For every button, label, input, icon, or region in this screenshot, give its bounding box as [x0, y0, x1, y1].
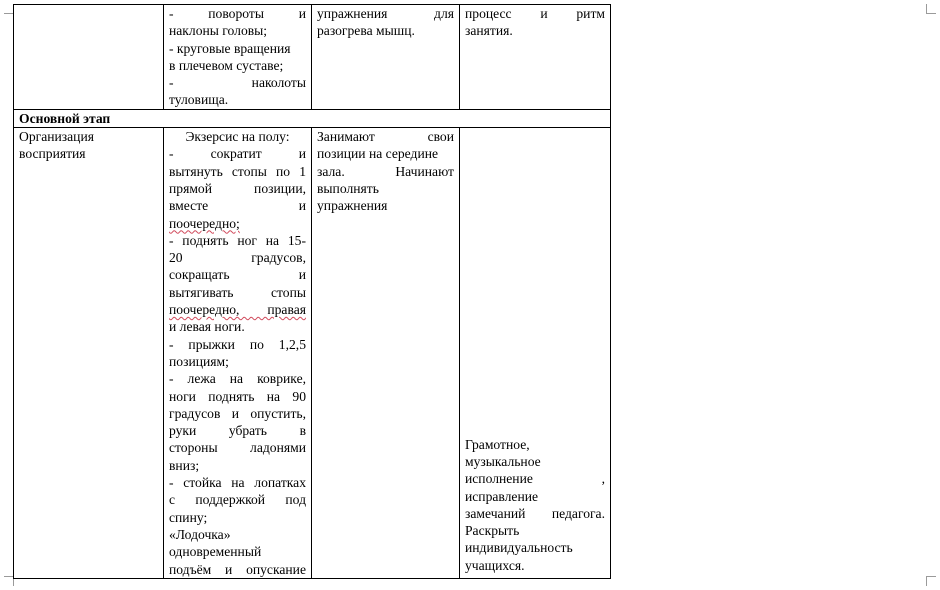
text-line	[169, 215, 306, 232]
text-line: одновременный	[169, 544, 262, 560]
text-line: разогрева мышц.	[317, 23, 415, 39]
table-row	[14, 109, 611, 127]
text-line: индивидуальность	[465, 540, 573, 556]
text-line: упражнения для	[317, 6, 454, 21]
text-line: прямой позиции,	[169, 180, 306, 196]
text-line: подъём и опускание	[169, 561, 306, 577]
text-line: руки убрать в	[169, 423, 306, 439]
text-line: упражнения	[317, 198, 388, 214]
table-row	[14, 128, 611, 579]
text-line: - круговые вращения	[169, 40, 291, 56]
text-line: ноги поднять на 90	[169, 388, 306, 404]
page-corner-mark-bottom-right	[926, 576, 936, 586]
text-line: туловища.	[169, 92, 229, 108]
text-line: «Лодочка»	[169, 526, 231, 542]
text-line: - прыжки по 1,2,5	[169, 336, 306, 352]
text-line: - повороты и	[169, 6, 306, 21]
text-line: наклоны головы;	[169, 23, 268, 39]
text-line: вниз;	[169, 457, 200, 473]
text-line: сокращать и	[169, 267, 306, 283]
table-row	[14, 5, 611, 110]
text-line: градусов и опустить,	[169, 405, 306, 421]
text-line: - стойка на лопатках	[169, 475, 306, 491]
text-line: - сократит и	[169, 146, 306, 162]
text-line: позициям;	[169, 353, 229, 369]
table-cell-stage	[14, 128, 164, 579]
text-line: - наколоты	[169, 75, 306, 91]
text-line: замечаний педагога.	[465, 505, 605, 521]
text-line: выполнять	[317, 180, 379, 196]
table-cell-student-activity	[312, 5, 460, 110]
text-line: вытянуть стопы по 1	[169, 163, 306, 179]
text-line: Организация	[19, 129, 94, 145]
table-cell-result	[460, 128, 611, 579]
text-line: Грамотное,	[465, 436, 530, 452]
text-line: процесс и ритм	[465, 6, 605, 21]
text-line: - лежа на коврике,	[169, 371, 306, 387]
table-cell-student-activity	[312, 128, 460, 579]
text-line: 20 градусов,	[169, 250, 306, 266]
text-line: вместе и	[169, 198, 306, 214]
text-line: - поднять ног на 15-	[169, 232, 306, 248]
text-line: исполнение ,	[465, 471, 605, 487]
table-cell-content	[164, 128, 312, 579]
text-line: исправление	[465, 488, 539, 504]
table-cell-content	[164, 5, 312, 110]
page-corner-mark-top-right	[926, 4, 936, 14]
text-line: учащихся.	[465, 557, 525, 573]
text-line: Раскрыть	[465, 523, 520, 539]
text-line: Занимают свои	[317, 129, 454, 145]
text-line: с поддержкой под	[169, 492, 306, 508]
spellcheck-word: поочередно, правая	[169, 302, 306, 318]
text-line: вытягивать стопы	[169, 284, 306, 300]
text-line: стороны ладонями	[169, 440, 306, 456]
text-line: позиции на середине	[317, 146, 439, 162]
section-header: Основной этап	[14, 109, 611, 127]
spellcheck-word: поочередно;	[169, 215, 240, 231]
lesson-plan-table	[13, 4, 611, 579]
text-line: восприятия	[19, 146, 86, 162]
text-line: занятия.	[465, 23, 513, 39]
table-cell-result	[460, 5, 611, 110]
text-line: в плечевом суставе;	[169, 57, 284, 73]
text-line: зала. Начинают	[317, 163, 454, 179]
text-line: музыкальное	[465, 454, 541, 469]
table-cell-stage	[14, 5, 164, 110]
result-text-block	[465, 128, 605, 574]
text-line	[169, 301, 306, 318]
text-line-heading: Экзерсис на полу:	[185, 129, 290, 145]
text-line: спину;	[169, 509, 208, 525]
text-line: и левая ноги.	[169, 319, 245, 335]
